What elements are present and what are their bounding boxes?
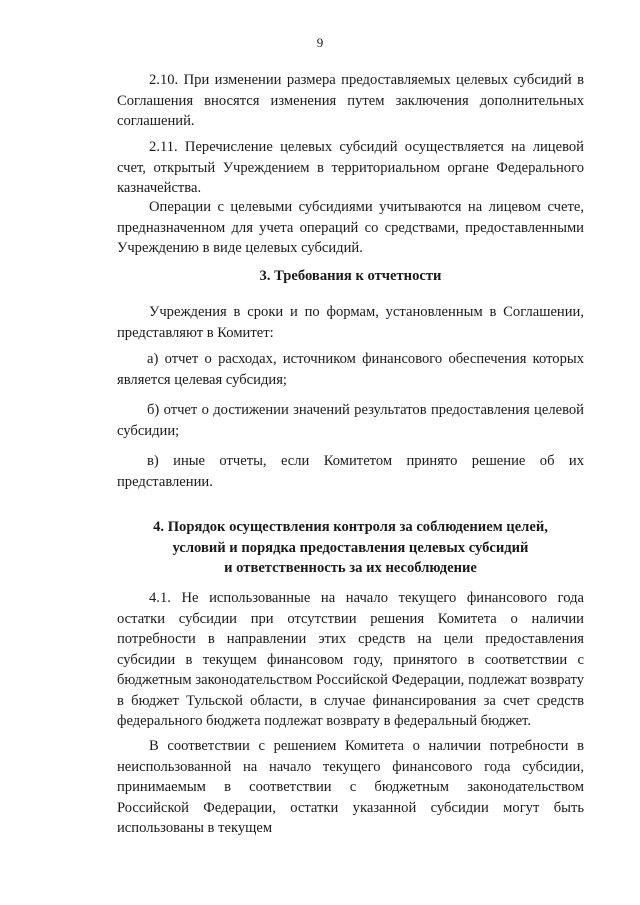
list-item-b: б) отчет о достижении значений результатов предоставления целевой субсидии; xyxy=(117,402,584,439)
list-item-a: а) отчет о расходах, источником финансового обеспечения которых является целевая субсидия; xyxy=(117,351,584,388)
section-4-heading xyxy=(117,517,584,579)
paragraph-2-10: 2.10. При изменении размера предоставляемых целевых субсидий в Соглашения вносятся изменения путем заключения дополнительных соглашений. xyxy=(117,72,584,129)
section-4-heading-line-2: условий и порядка предоставления целевых субсидий xyxy=(172,539,529,556)
paragraph-remaining: В соответствии с решением Комитета о наличии потребности в неиспользованной на начало текущего финансового года субсидии, принимаемым в соответствии с бюджетным законодательством Российской Федерации, остатки указанной субсидии могут быть использованы в текущем xyxy=(117,738,584,836)
section-3-heading: 3. Требования к отчетности xyxy=(259,268,442,284)
paragraph-4-1: 4.1. Не использованные на начало текущего финансового года остатки субсидии при отсутствии решения Комитета о наличии потребности в направлении этих средств на цели предоставления субсидии в текущем финансовом году, принятого в соответствии с бюджетным законодательством Российской Федерации, подлежат возврату в бюджет Тульской области, в случае финансирования за счет средств федерального бюджета подлежат возврату в федеральный бюджет. xyxy=(117,590,584,729)
section-4-heading-line-1: 4. Порядок осуществления контроля за соблюдением целей, xyxy=(153,519,548,535)
paragraph-2-11: 2.11. Перечисление целевых субсидий осуществляется на лицевой счет, открытый Учреждением в территориальном органе Федерального казначейства. xyxy=(117,139,584,196)
section-4-heading-line-3: и ответственность за их несоблюдение xyxy=(224,560,477,576)
paragraph-reporting: Учреждения в сроки и по формам, установленным в Соглашении, представляют в Комитет: xyxy=(117,304,584,341)
list-item-c: в) иные отчеты, если Комитетом принято решение об их представлении. xyxy=(117,453,584,490)
page-number: 9 xyxy=(316,35,324,50)
paragraph-operations: Операции с целевыми субсидиями учитываются на лицевом счете, предназначенном для учета операций со средствами, предоставленными Учреждению в виде целевых субсидий. xyxy=(117,199,584,256)
